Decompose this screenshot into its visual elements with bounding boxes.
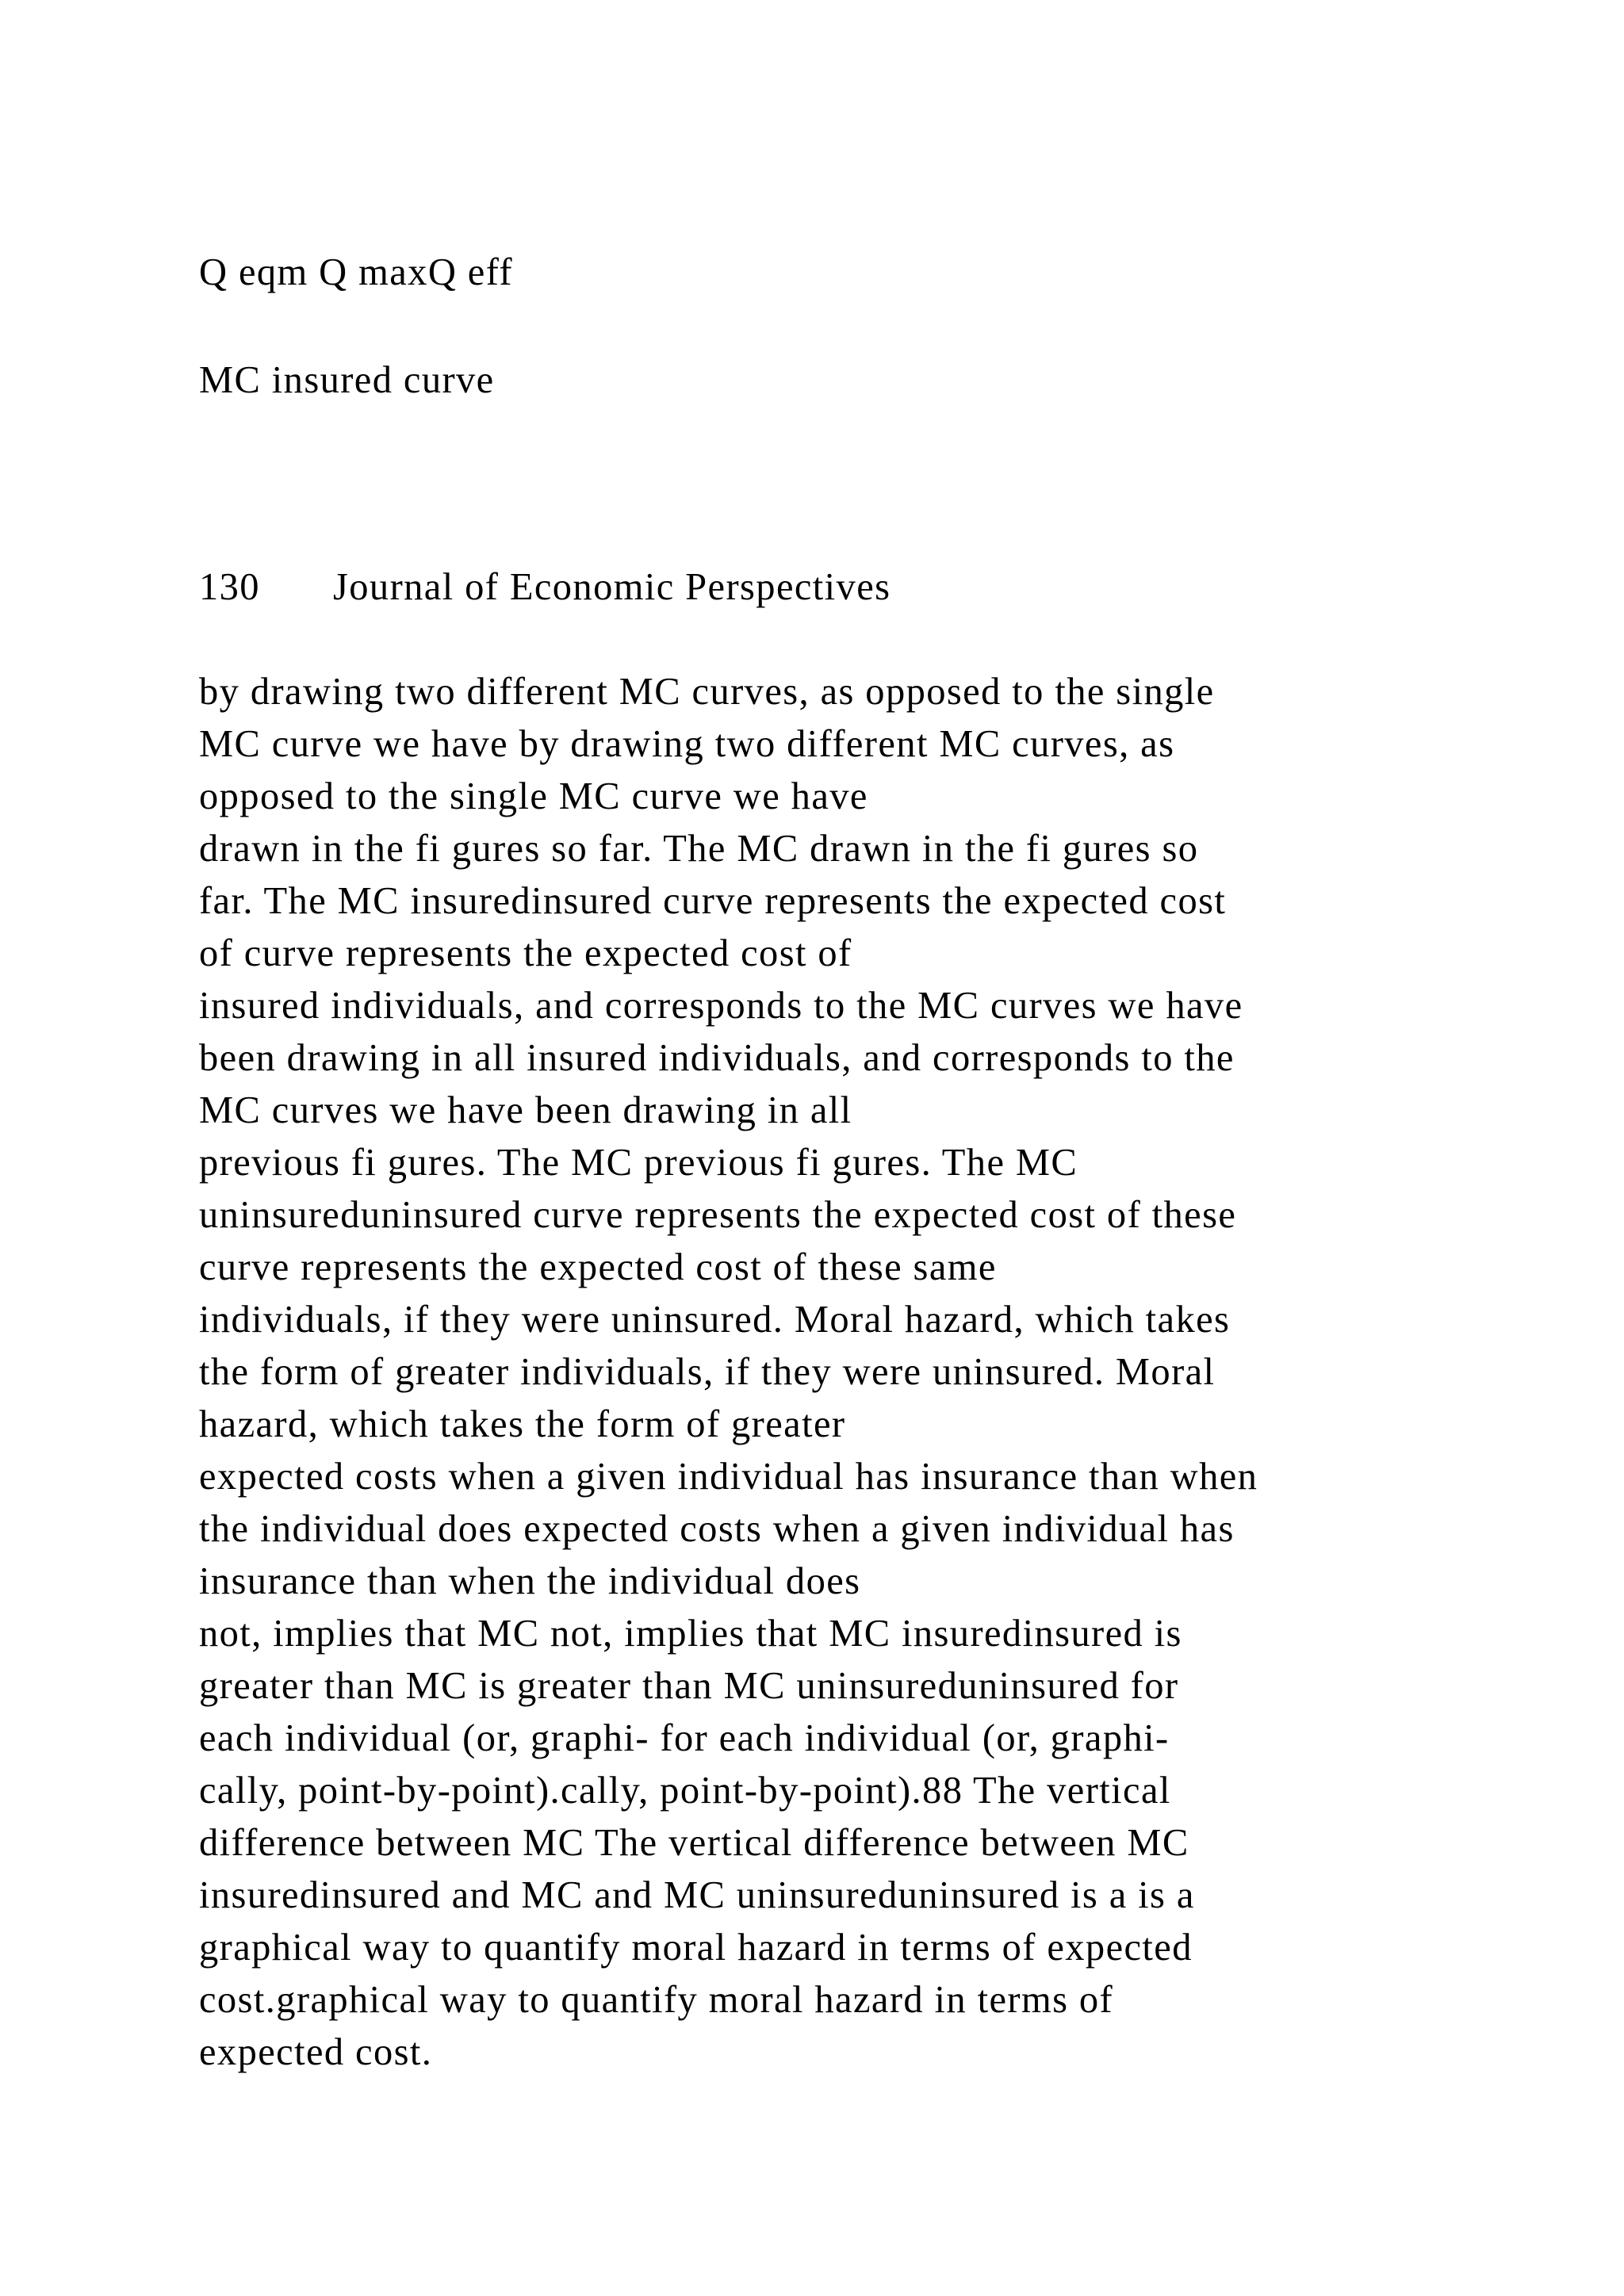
- text-line: each individual (or, graphi- for each individual (or, graphi-: [199, 1717, 1170, 1759]
- text-line: curve represents the expected cost of these same: [199, 1246, 997, 1288]
- text-line: expected costs when a given individual has insurance than when: [199, 1456, 1258, 1498]
- running-head: [199, 561, 891, 614]
- text-line: cost.graphical way to quantify moral hazard in terms of: [199, 1979, 1114, 2021]
- text-line: insuredinsured and MC and MC uninsureduninsured is a is a: [199, 1874, 1195, 1916]
- text-line: been drawing in all insured individuals, and corresponds to the: [199, 1037, 1235, 1079]
- text-line: individuals, if they were uninsured. Moral hazard, which takes: [199, 1299, 1231, 1341]
- text-line: the individual does expected costs when a given individual has: [199, 1508, 1235, 1550]
- text-line: insurance than when the individual does: [199, 1560, 861, 1602]
- text-line: insured individuals, and corresponds to the MC curves we have: [199, 985, 1243, 1027]
- text-line: expected cost.: [199, 2031, 433, 2073]
- text-line: greater than MC is greater than MC uninsureduninsured for: [199, 1665, 1179, 1707]
- text-line: difference between MC The vertical difference between MC: [199, 1822, 1189, 1864]
- text-line: cally, point-by-point).cally, point-by-point).88 The vertical: [199, 1770, 1171, 1812]
- text-line: drawn in the fi gures so far. The MC drawn in the fi gures so: [199, 828, 1199, 870]
- text-line: uninsureduninsured curve represents the expected cost of these: [199, 1194, 1237, 1236]
- text-line: far. The MC insuredinsured curve represents the expected cost: [199, 880, 1227, 922]
- journal-title: Journal of Economic Perspectives: [333, 566, 891, 608]
- text-line: not, implies that MC not, implies that MC insuredinsured is: [199, 1613, 1182, 1655]
- page-number: 130: [199, 566, 260, 608]
- text-line: the form of greater individuals, if they were uninsured. Moral: [199, 1351, 1216, 1393]
- text-line: MC curves we have been drawing in all: [199, 1089, 852, 1131]
- text-line: graphical way to quantify moral hazard in terms of expected: [199, 1927, 1193, 1969]
- body-text: [199, 666, 1258, 2079]
- text-line: MC curve we have by drawing two different MC curves, as: [199, 723, 1175, 765]
- figure-curve-label: MC insured curve: [199, 359, 495, 401]
- text-line: of curve represents the expected cost of: [199, 932, 852, 974]
- text-line: hazard, which takes the form of greater: [199, 1403, 846, 1445]
- figure-axis-labels: Q eqm Q maxQ eff: [199, 251, 513, 293]
- text-line: opposed to the single MC curve we have: [199, 775, 868, 817]
- text-line: previous fi gures. The MC previous fi gures. The MC: [199, 1142, 1078, 1184]
- text-line: by drawing two different MC curves, as opposed to the single: [199, 671, 1215, 713]
